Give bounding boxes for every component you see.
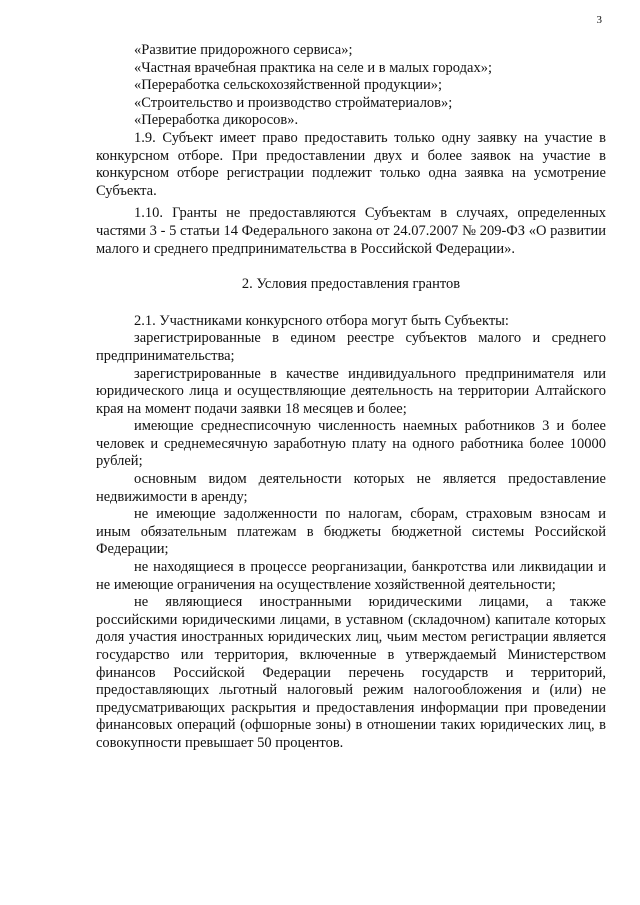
document-body: [96, 42, 606, 753]
condition-item: не находящиеся в процессе реорганизации, банкротства или ликвидации и не имеющие ограничения на осуществление хозяйственной деятельности;: [96, 559, 606, 593]
page-number: 3: [596, 14, 602, 26]
condition-item: имеющие среднесписочную численность наемных работников 3 и более человек и среднемесячную заработную плату на одного работника более 10000 рублей;: [96, 418, 606, 470]
condition-item: зарегистрированные в едином реестре субъектов малого и среднего предпринимательства;: [96, 330, 606, 364]
paragraph-1-10: 1.10. Гранты не предоставляются Субъектам в случаях, определенных частями 3 - 5 статьи 14 Федерального закона от 24.07.2007 № 209-ФЗ «О развитии малого и среднего предпринимательства в Российской Федерации».: [96, 205, 606, 257]
list-item: «Переработка дикоросов».: [134, 112, 299, 129]
condition-item: основным видом деятельности которых не является предоставление недвижимости в аренду;: [96, 471, 606, 505]
list-item: «Частная врачебная практика на селе и в малых городах»;: [134, 59, 492, 76]
section-heading: 2. Условия предоставления грантов: [241, 276, 461, 293]
condition-item: не имеющие задолженности по налогам, сборам, страховым взносам и иным обязательным платежам в бюджеты бюджетной системы Российской Федерации;: [96, 506, 606, 558]
condition-item: не являющиеся иностранными юридическими лицами, а также российскими юридическими лицами, в уставном (складочном) капитале которых доля участия иностранных юридических лиц, чьим местом регистрации является государство или территория, включенные в утверждаемый Министерством финансов Российской Федерации перечень государств и территорий, предоставляющих льготный налоговый режим налогообложения и (или) не предусматривающих раскрытия и предоставления информации при проведении финансовых операций (офшорные зоны) в отношении таких юридических лиц, в совокупности превышает 50 процентов.: [96, 594, 606, 751]
list-item: «Переработка сельскохозяйственной продукции»;: [134, 77, 443, 94]
list-item: «Строительство и производство стройматериалов»;: [134, 94, 453, 111]
condition-item: зарегистрированные в качестве индивидуального предпринимателя или юридического лица и осуществляющие деятельность на территории Алтайского края на момент подачи заявки 18 месяцев и более;: [96, 365, 606, 417]
paragraph-1-9: 1.9. Субъект имеет право предоставить только одну заявку на участие в конкурсном отборе. При предоставлении двух и более заявок на участие в конкурсном отборе регистрации подлежит только одна заявка на усмотрение Субъекта.: [96, 129, 606, 199]
list-item: «Развитие придорожного сервиса»;: [134, 42, 353, 58]
paragraph-2-1: 2.1. Участниками конкурсного отбора могут быть Субъекты:: [134, 312, 509, 329]
